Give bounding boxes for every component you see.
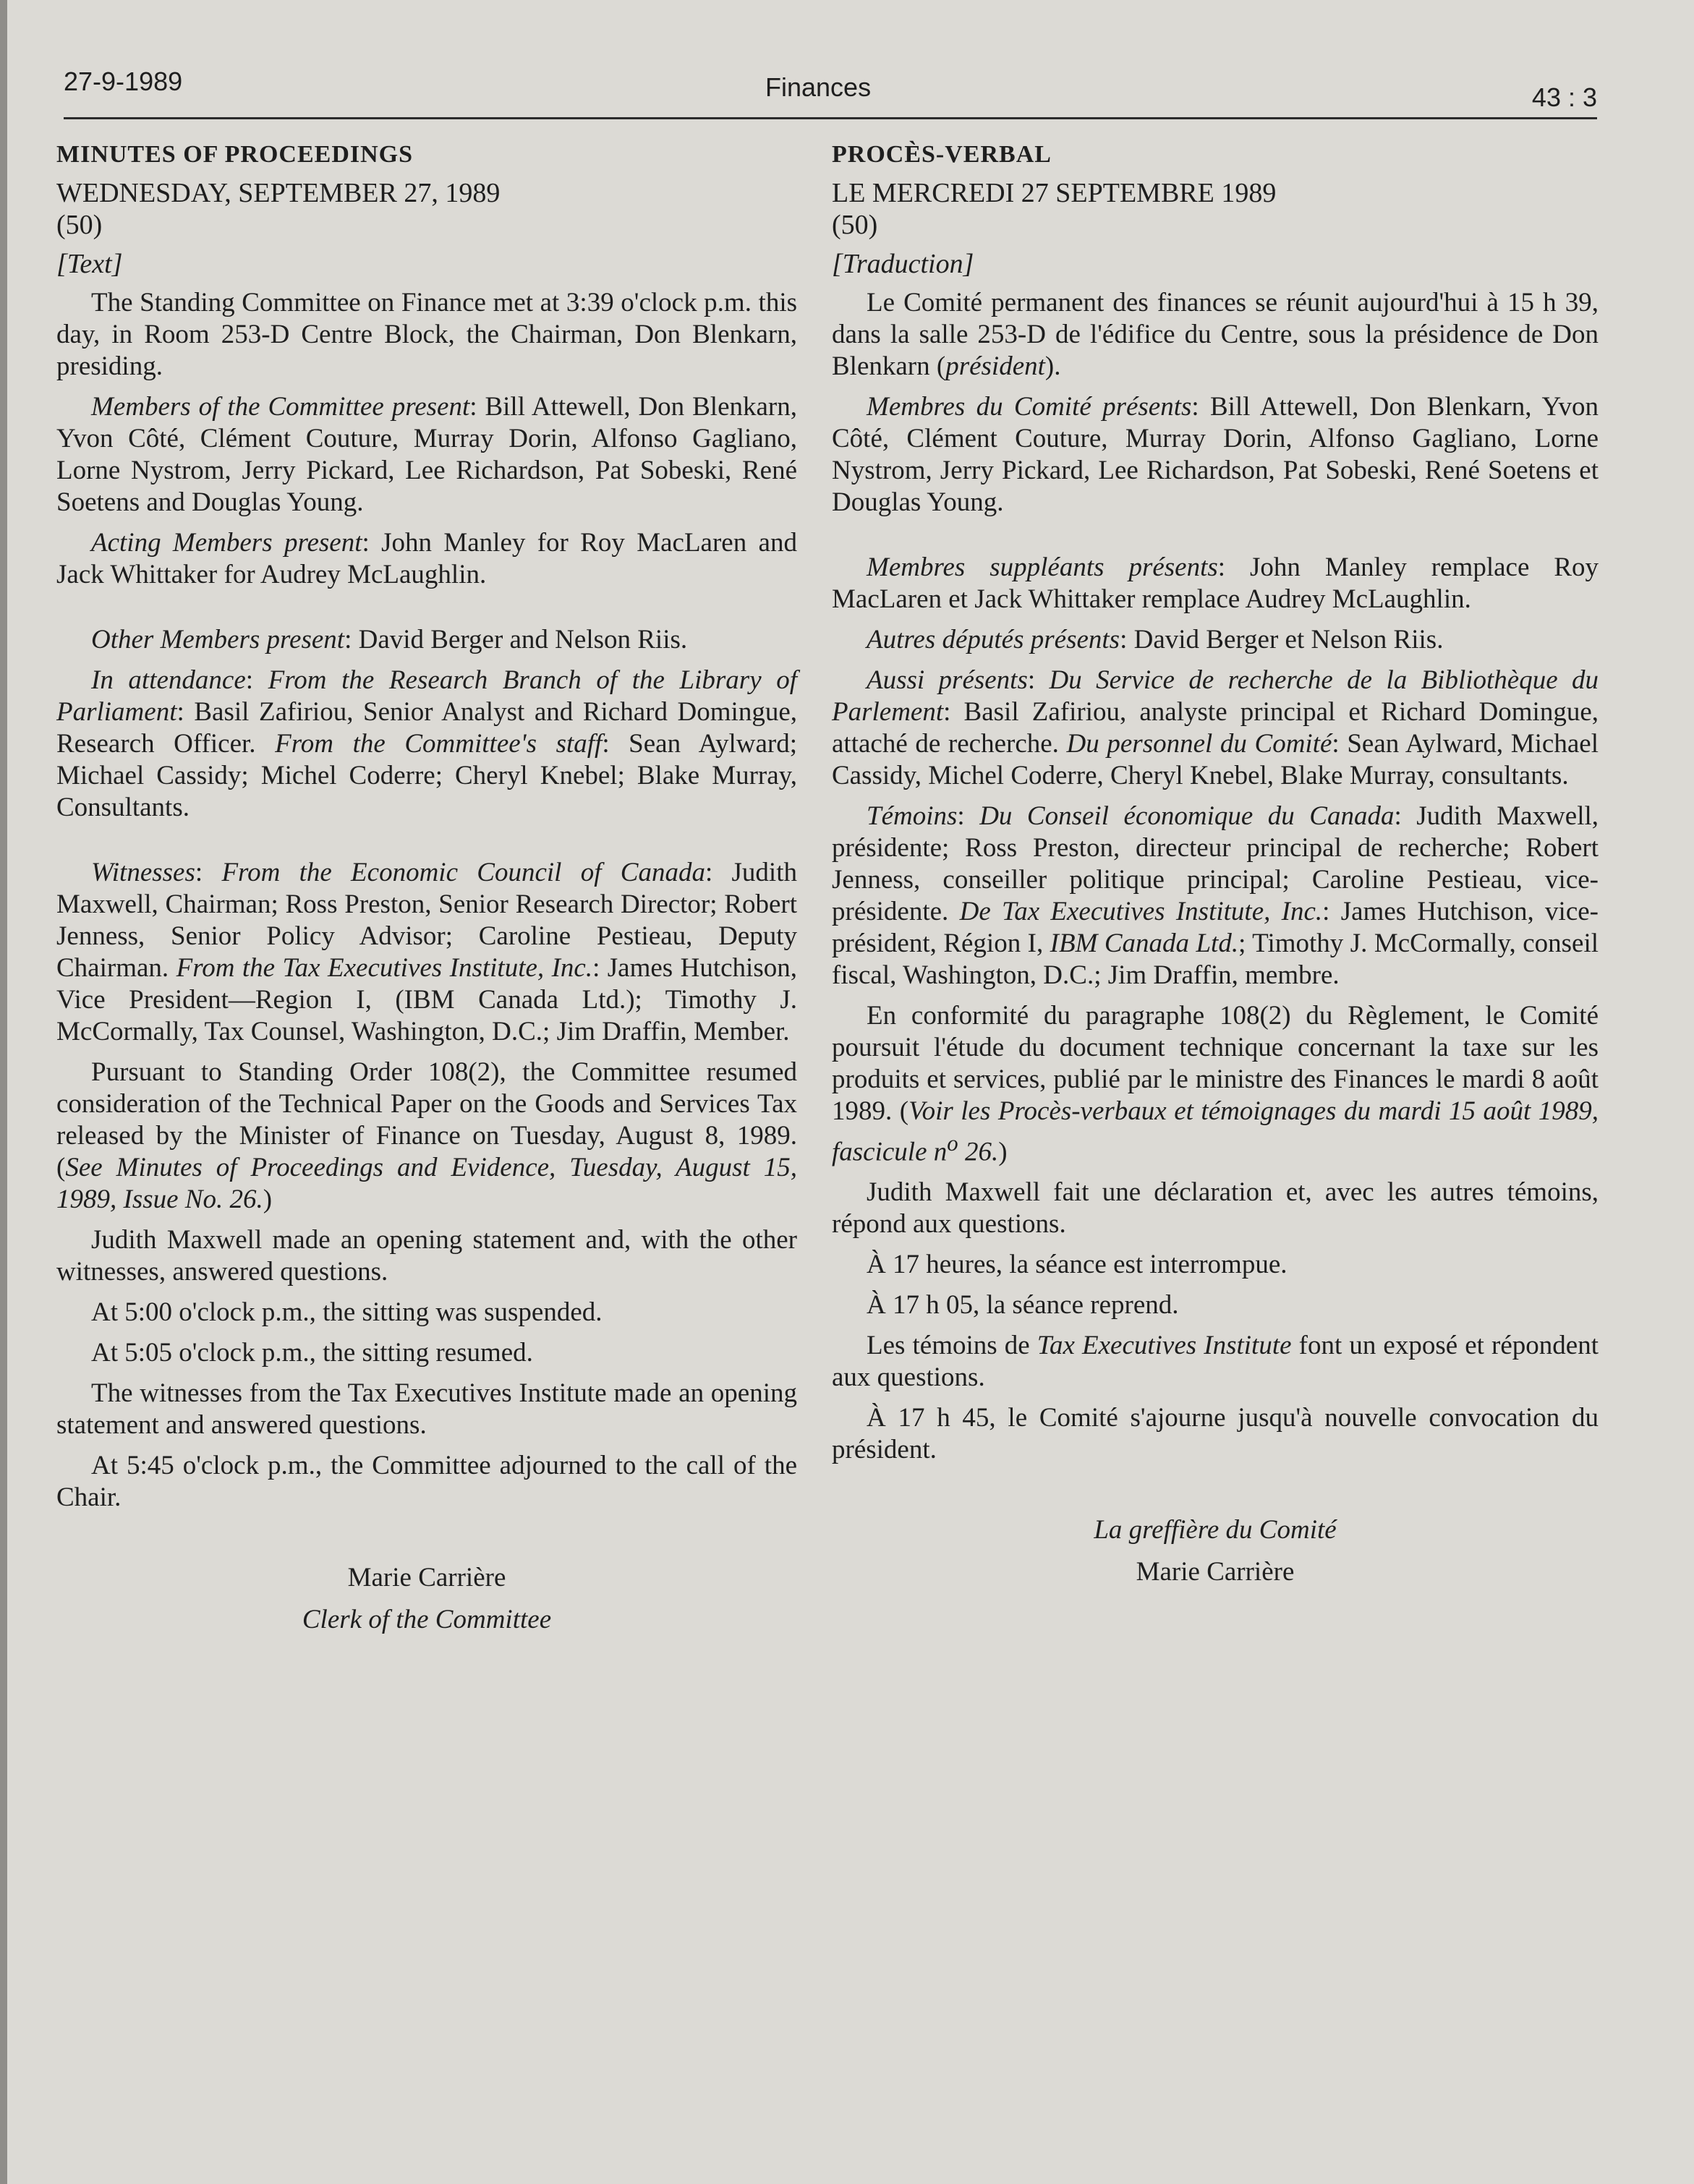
french-tax-institute-witnesses: : James Hutchison, vice-président, Région I, bbox=[832, 897, 1599, 958]
french-research-branch-label: Du Service de recherche de la Bibliothèque du Parlement bbox=[832, 665, 1599, 727]
french-translation-tag: [Traduction] bbox=[832, 249, 974, 279]
french-tax-institute-statement bbox=[832, 1330, 1599, 1394]
english-research-staff: : Basil Zafiriou, Senior Analyst and Richard Domingue, Research Officer. bbox=[56, 697, 797, 759]
page-edge bbox=[0, 0, 7, 2184]
english-attendance-label: In attendance bbox=[91, 665, 246, 695]
opening-text: Le Comité permanent des finances se réunit aujourd'hui à 15 h 39, dans la salle 253-D de l'édifice du Centre, sous la présidence de Don Blenkarn ( bbox=[832, 288, 1599, 381]
french-heading: PROCÈS-VERBAL bbox=[832, 141, 1052, 168]
french-members-text: : Bill Attewell, Don Blenkarn, Yvon Côté, Clément Couture, Murray Dorin, Alfonso Gagliano, Lorne Nystrom, Jerry Pickard, Lee Richardson, Pat Sobeski, René Soetens et Douglas Young. bbox=[832, 392, 1599, 517]
french-opening-paragraph bbox=[832, 287, 1599, 383]
french-suspended: À 17 heures, la séance est interrompue. bbox=[867, 1250, 1287, 1280]
english-acting-label: Acting Members present bbox=[91, 528, 362, 558]
french-column bbox=[832, 141, 1599, 1593]
french-ibm-label: IBM Canada Ltd. bbox=[1050, 929, 1239, 958]
english-opening-paragraph: The Standing Committee on Finance met at 3:39 o'clock p.m. this day, in Room 253-D Centre Block, the Chairman, Don Blenkarn, presiding. bbox=[56, 288, 797, 381]
french-tax-institute-label: De Tax Executives Institute, Inc. bbox=[959, 897, 1323, 926]
english-in-attendance bbox=[56, 665, 797, 824]
separator: : bbox=[957, 801, 980, 831]
statement-text: Les témoins de bbox=[867, 1331, 1037, 1361]
separator: : bbox=[195, 858, 222, 887]
english-tax-institute-label: From the Tax Executives Institute, Inc. bbox=[176, 953, 593, 983]
order-text: En conformité du paragraphe 108(2) du Règlement, le Comité poursuit l'étude du document technique concernant la taxe sur les produits et services, publié par le ministre des Finances le mardi 8 août 1989. ( bbox=[832, 1001, 1599, 1126]
order-reference: See Minutes of Proceedings and Evidence, Tuesday, August 15, 1989, Issue No. 26. bbox=[56, 1153, 797, 1214]
french-acting-text: : John Manley remplace Roy MacLaren et Jack Whittaker remplace Audrey McLaughlin. bbox=[832, 553, 1599, 614]
separator: : bbox=[245, 665, 268, 695]
president-word: président bbox=[945, 351, 1045, 381]
english-members-text: : Bill Attewell, Don Blenkarn, Yvon Côté, Clément Couture, Murray Dorin, Alfonso Gagliano, Lorne Nystrom, Jerry Pickard, Lee Richardson, Pat Sobeski, René Soetens and Douglas Young. bbox=[56, 392, 797, 517]
french-members-label: Membres du Comité présents bbox=[867, 392, 1192, 422]
english-order-of-reference bbox=[56, 1057, 797, 1216]
closing-paren: ) bbox=[263, 1185, 273, 1214]
english-text-tag: [Text] bbox=[56, 249, 123, 279]
french-acting-members bbox=[832, 552, 1599, 615]
french-other-members bbox=[832, 624, 1599, 656]
english-tax-institute-statement: The witnesses from the Tax Executives Institute made an opening statement and answered questions. bbox=[56, 1378, 797, 1440]
french-in-attendance bbox=[832, 665, 1599, 792]
french-more-witnesses: ; Timothy J. McCormally, conseil fiscal, Washington, D.C.; Jim Draffin, membre. bbox=[832, 929, 1599, 990]
order-text: Pursuant to Standing Order 108(2), the Committee resumed consideration of the Technical Paper on the Goods and Services Tax released by the Minister of Finance on Tuesday, August 8, 1989. ( bbox=[56, 1057, 797, 1182]
english-clerk-title: Clerk of the Committee bbox=[302, 1605, 552, 1634]
english-members-label: Members of the Committee present bbox=[91, 392, 470, 422]
french-attendance-label: Aussi présents bbox=[867, 665, 1028, 695]
closing-paren: ). bbox=[1044, 351, 1061, 381]
french-witnesses-label: Témoins bbox=[867, 801, 958, 831]
separator: : bbox=[1027, 665, 1050, 695]
issue-number: 26. bbox=[958, 1137, 999, 1167]
french-order-of-reference bbox=[832, 1000, 1599, 1168]
english-research-branch-label: From the Research Branch of the Library of Parliament bbox=[56, 665, 798, 727]
order-reference: Voir les Procès-verbaux et témoignages du mardi 15 août 1989, fascicule n bbox=[832, 1096, 1599, 1167]
english-committee-staff-label: From the Committee's staff bbox=[275, 729, 603, 759]
header-date: 27-9-1989 bbox=[64, 67, 183, 96]
english-clerk-name: Marie Carrière bbox=[347, 1563, 506, 1592]
french-opening-statement: Judith Maxwell fait une déclaration et, avec les autres témoins, répond aux questions. bbox=[832, 1177, 1599, 1240]
english-adjourned: At 5:45 o'clock p.m., the Committee adjourned to the call of the Chair. bbox=[56, 1451, 797, 1512]
english-tax-institute-witnesses: : James Hutchison, Vice President—Region I, (IBM Canada Ltd.); Timothy J. McCormally, Tax Counsel, Washington, D.C.; Jim Draffin, Member. bbox=[56, 953, 797, 1046]
french-resumed: À 17 h 05, la séance reprend. bbox=[867, 1290, 1179, 1321]
french-committee-staff-label: Du personnel du Comité bbox=[1066, 729, 1332, 759]
french-meeting-number: (50) bbox=[832, 210, 878, 240]
french-economic-council-label: Du Conseil économique du Canada bbox=[979, 801, 1395, 831]
running-header bbox=[64, 67, 1597, 119]
french-other-text: : David Berger et Nelson Riis. bbox=[1120, 625, 1444, 654]
institute-name: Tax Executives Institute bbox=[1037, 1331, 1292, 1361]
french-adjourned: À 17 h 45, le Comité s'ajourne jusqu'à nouvelle convocation du président. bbox=[832, 1403, 1599, 1465]
french-members-present bbox=[832, 391, 1599, 519]
english-column bbox=[56, 141, 797, 1641]
english-acting-members bbox=[56, 527, 797, 591]
closing-paren: ) bbox=[998, 1137, 1008, 1167]
french-date: LE MERCREDI 27 SEPTEMBRE 1989 bbox=[832, 178, 1277, 208]
header-page-number: 43 : 3 bbox=[1531, 82, 1597, 112]
english-signature bbox=[56, 1557, 797, 1641]
english-opening-statement: Judith Maxwell made an opening statement and, with the other witnesses, answered questions. bbox=[56, 1225, 797, 1287]
superscript-o: o bbox=[947, 1131, 958, 1156]
french-research-staff: : Basil Zafiriou, analyste principal et Richard Domingue, attaché de recherche. bbox=[832, 697, 1599, 759]
english-committee-staff: : Sean Aylward; Michael Cassidy; Michel Coderre; Cheryl Knebel; Blake Murray, Consultants. bbox=[56, 729, 798, 822]
french-clerk-name: Marie Carrière bbox=[1136, 1557, 1295, 1587]
english-economic-council-witnesses: : Judith Maxwell, Chairman; Ross Preston, Senior Research Director; Robert Jenness, Senior Policy Advisor; Caroline Pestieau, Deputy Chairman. bbox=[56, 858, 797, 983]
header-title: Finances bbox=[765, 72, 872, 102]
french-clerk-title: La greffière du Comité bbox=[1094, 1515, 1337, 1545]
english-heading: MINUTES OF PROCEEDINGS bbox=[56, 141, 414, 168]
english-date: WEDNESDAY, SEPTEMBER 27, 1989 bbox=[56, 178, 501, 208]
french-acting-label: Membres suppléants présents bbox=[867, 553, 1218, 582]
english-other-members bbox=[56, 624, 797, 656]
english-acting-text: : John Manley for Roy MacLaren and Jack Whittaker for Audrey McLaughlin. bbox=[56, 528, 797, 589]
english-witnesses bbox=[56, 857, 797, 1048]
french-economic-council-witnesses: : Judith Maxwell, présidente; Ross Preston, directeur principal de recherche; Robert Jenness, conseiller politique principal; Caroline Pestieau, vice-présidente. bbox=[832, 801, 1599, 926]
french-witnesses bbox=[832, 801, 1599, 991]
french-signature bbox=[832, 1509, 1599, 1593]
english-other-label: Other Members present bbox=[91, 625, 345, 654]
french-other-label: Autres députés présents bbox=[867, 625, 1120, 654]
english-other-text: : David Berger and Nelson Riis. bbox=[344, 625, 688, 654]
french-committee-staff: : Sean Aylward, Michael Cassidy, Michel Coderre, Cheryl Knebel, Blake Murray, consultants. bbox=[832, 729, 1599, 790]
english-economic-council-label: From the Economic Council of Canada bbox=[221, 858, 705, 887]
english-meeting-number: (50) bbox=[56, 210, 103, 240]
statement-end: font un exposé et répondent aux questions. bbox=[832, 1331, 1599, 1393]
english-witnesses-label: Witnesses bbox=[91, 858, 195, 887]
english-members-present bbox=[56, 391, 797, 519]
english-suspended: At 5:00 o'clock p.m., the sitting was suspended. bbox=[91, 1297, 603, 1327]
english-resumed: At 5:05 o'clock p.m., the sitting resumed. bbox=[91, 1338, 533, 1368]
